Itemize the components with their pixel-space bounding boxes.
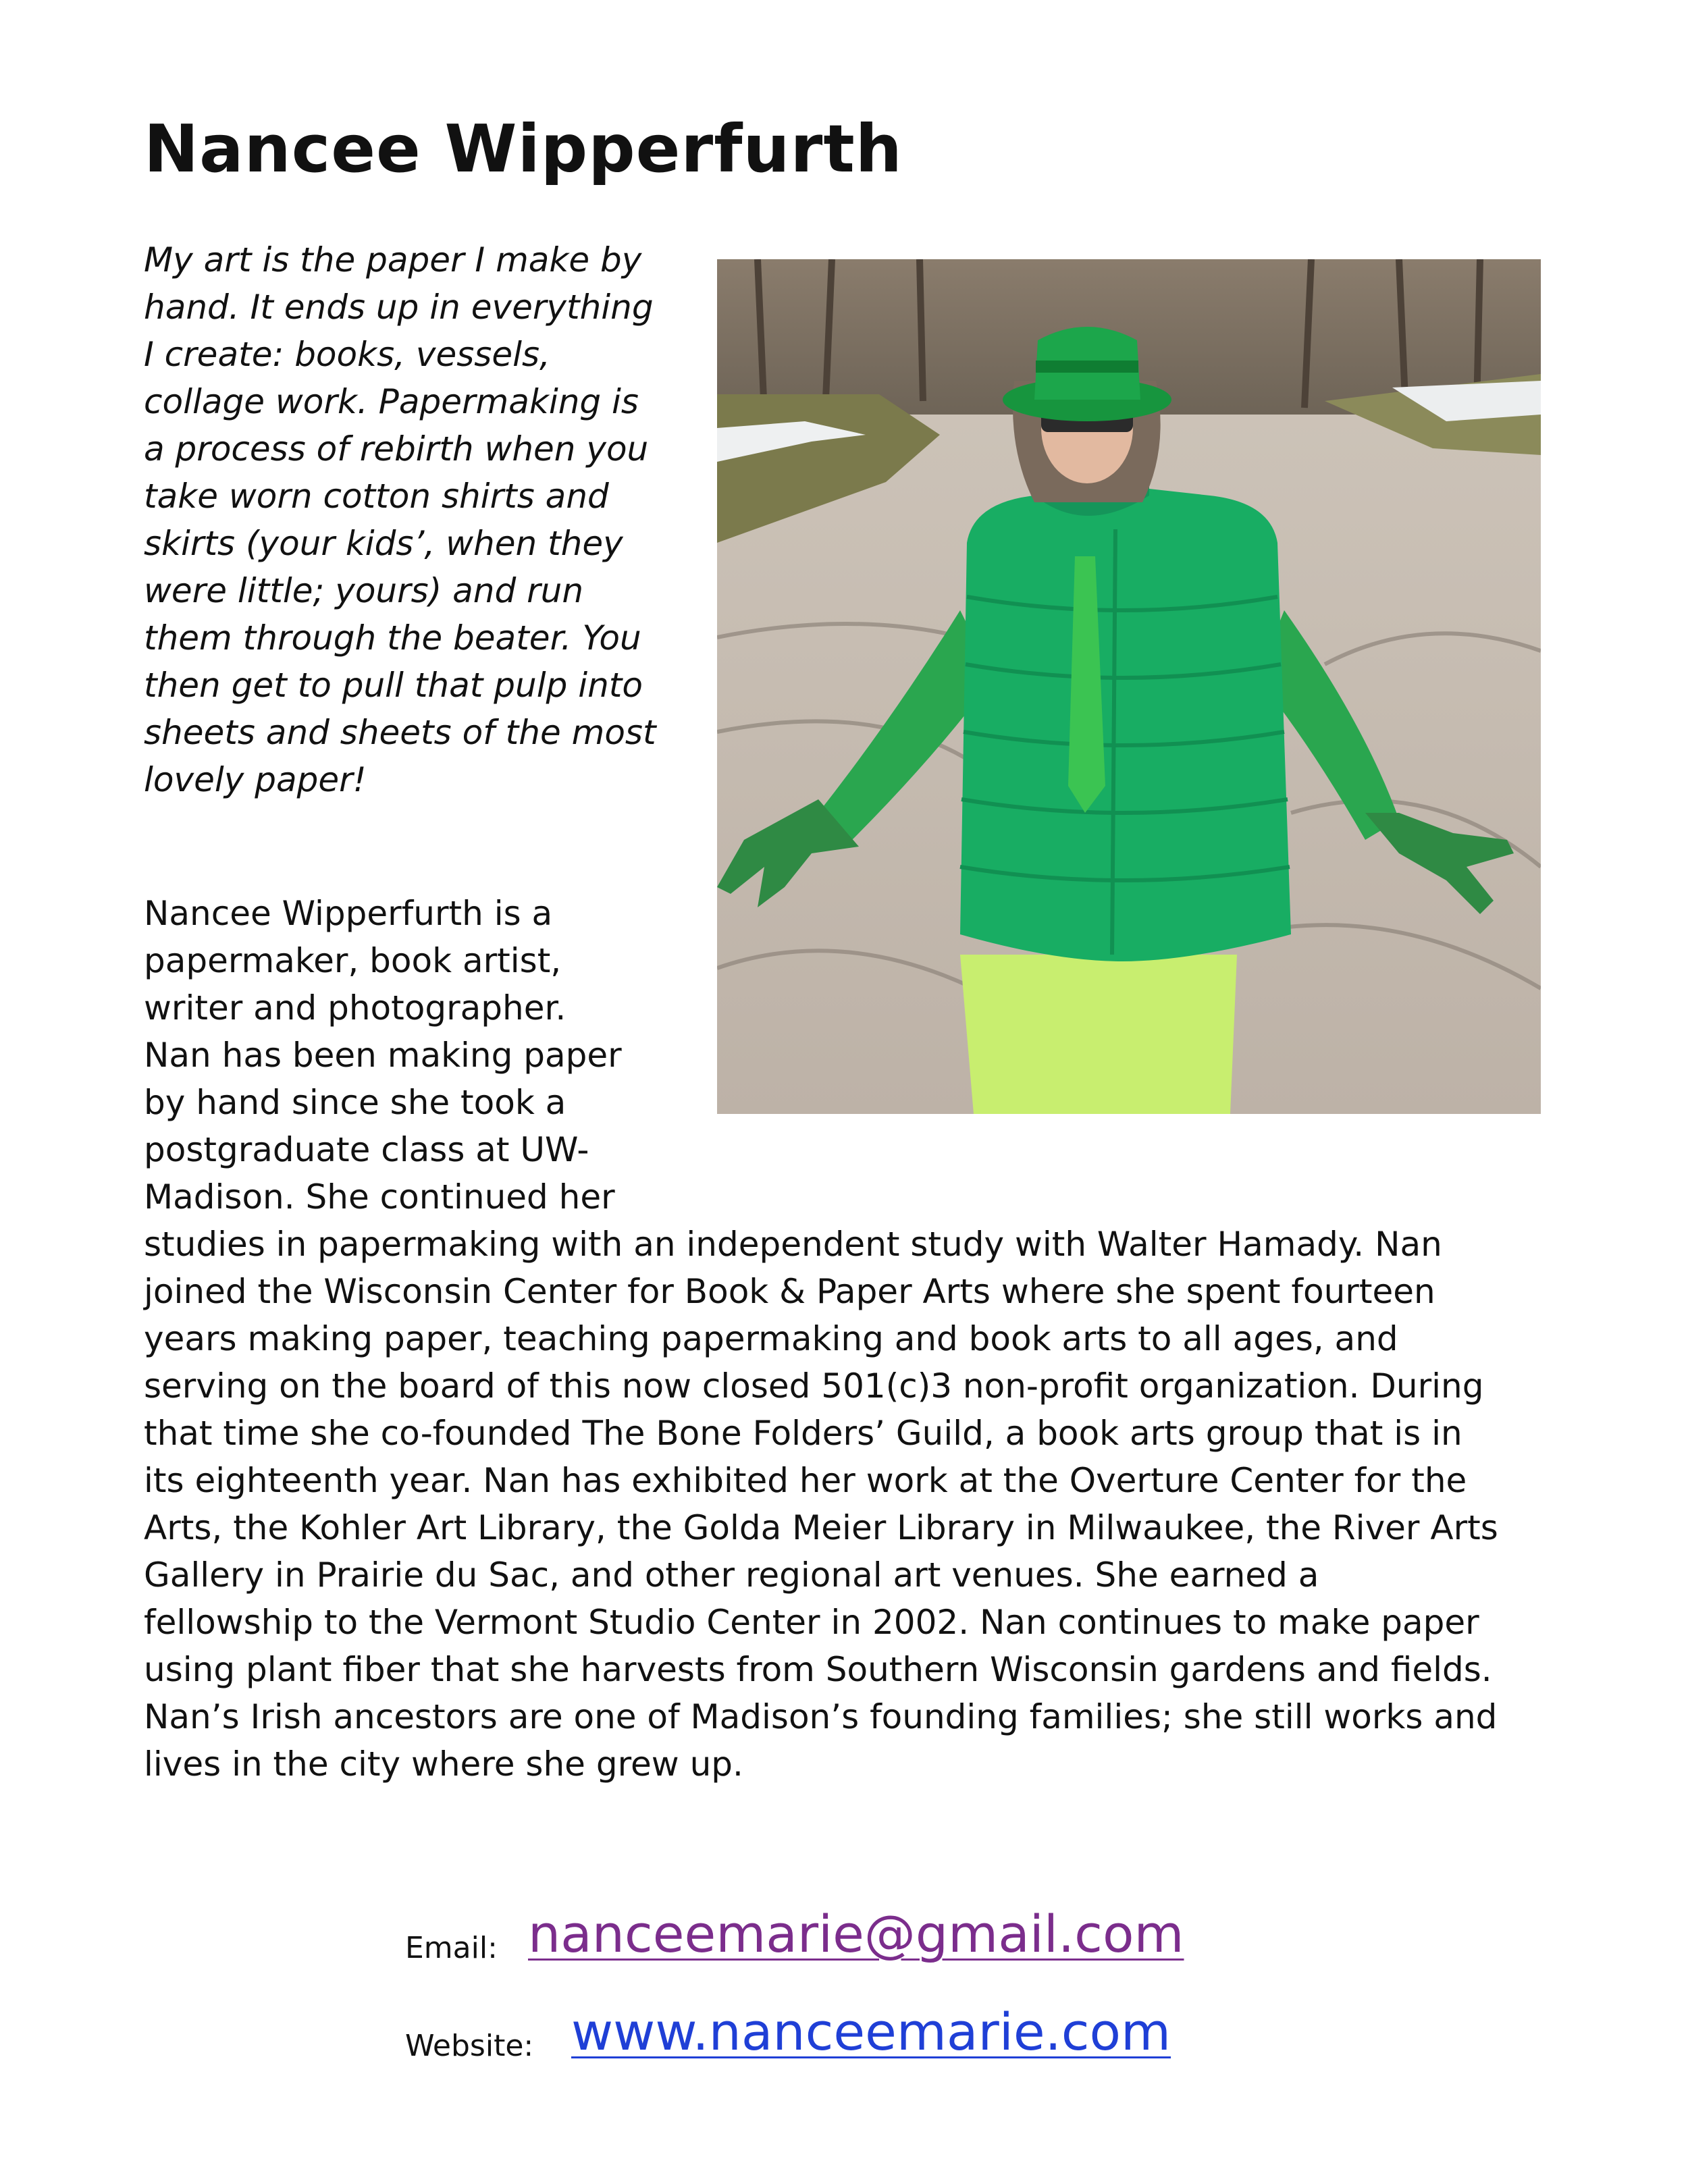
- bio-line: papermaker, book artist,: [144, 941, 562, 980]
- website-label: Website:: [405, 2029, 534, 2063]
- statement-line: them through the beater. You: [144, 618, 641, 658]
- statement-line: were little; yours) and run: [144, 571, 584, 610]
- bio-line: lives in the city where she grew up.: [144, 1744, 743, 1784]
- statement-line: a process of rebirth when you: [144, 429, 649, 469]
- bio-line: that time she co-founded The Bone Folders’ Guild, a book arts group that is in: [144, 1414, 1462, 1453]
- artist-statement: [144, 236, 656, 803]
- bio-line: writer and photographer.: [144, 988, 566, 1028]
- email-link[interactable]: nanceemarie@gmail.com: [528, 1904, 1184, 1964]
- statement-line: hand. It ends up in everything: [144, 288, 654, 327]
- statement-line: then get to pull that pulp into: [144, 666, 643, 705]
- bio-line: Nancee Wipperfurth is a: [144, 894, 553, 933]
- statement-line: sheets and sheets of the most: [144, 713, 656, 752]
- statement-line: I create: books, vessels,: [144, 335, 550, 374]
- statement-line: collage work. Papermaking is: [144, 382, 639, 421]
- email-label: Email:: [405, 1931, 498, 1965]
- page-title: Nancee Wipperfurth: [144, 111, 903, 187]
- bio-line: Nan has been making paper: [144, 1036, 622, 1075]
- statement-line: take worn cotton shirts and: [144, 477, 609, 516]
- bio-line: Nan’s Irish ancestors are one of Madison’s founding families; she still works and: [144, 1697, 1498, 1736]
- bio-line: serving on the board of this now closed 501(c)3 non-profit organization. During: [144, 1366, 1484, 1406]
- statement-line: skirts (your kids’, when they: [144, 524, 623, 563]
- bio-line: years making paper, teaching papermaking and book arts to all ages, and: [144, 1319, 1398, 1358]
- bio-line: postgraduate class at UW-: [144, 1130, 589, 1169]
- website-link[interactable]: www.nanceemarie.com: [571, 2002, 1171, 2062]
- statement-line: lovely paper!: [144, 760, 367, 799]
- bio-line: its eighteenth year. Nan has exhibited her work at the Overture Center for the: [144, 1461, 1467, 1500]
- artist-bio: [144, 890, 1498, 1788]
- bio-line: Madison. She continued her: [144, 1177, 615, 1217]
- statement-line: My art is the paper I make by: [144, 240, 642, 279]
- bio-line: Gallery in Prairie du Sac, and other regional art venues. She earned a: [144, 1555, 1319, 1595]
- bio-line: using plant fiber that she harvests from Southern Wisconsin gardens and fields.: [144, 1650, 1492, 1689]
- bio-line: by hand since she took a: [144, 1083, 566, 1122]
- bio-line: Arts, the Kohler Art Library, the Golda Meier Library in Milwaukee, the River Arts: [144, 1508, 1498, 1547]
- bio-line: fellowship to the Vermont Studio Center in 2002. Nan continues to make paper: [144, 1603, 1479, 1642]
- bio-line: joined the Wisconsin Center for Book & Paper Arts where she spent fourteen: [144, 1272, 1435, 1311]
- bio-line: studies in papermaking with an independent study with Walter Hamady. Nan: [144, 1225, 1442, 1264]
